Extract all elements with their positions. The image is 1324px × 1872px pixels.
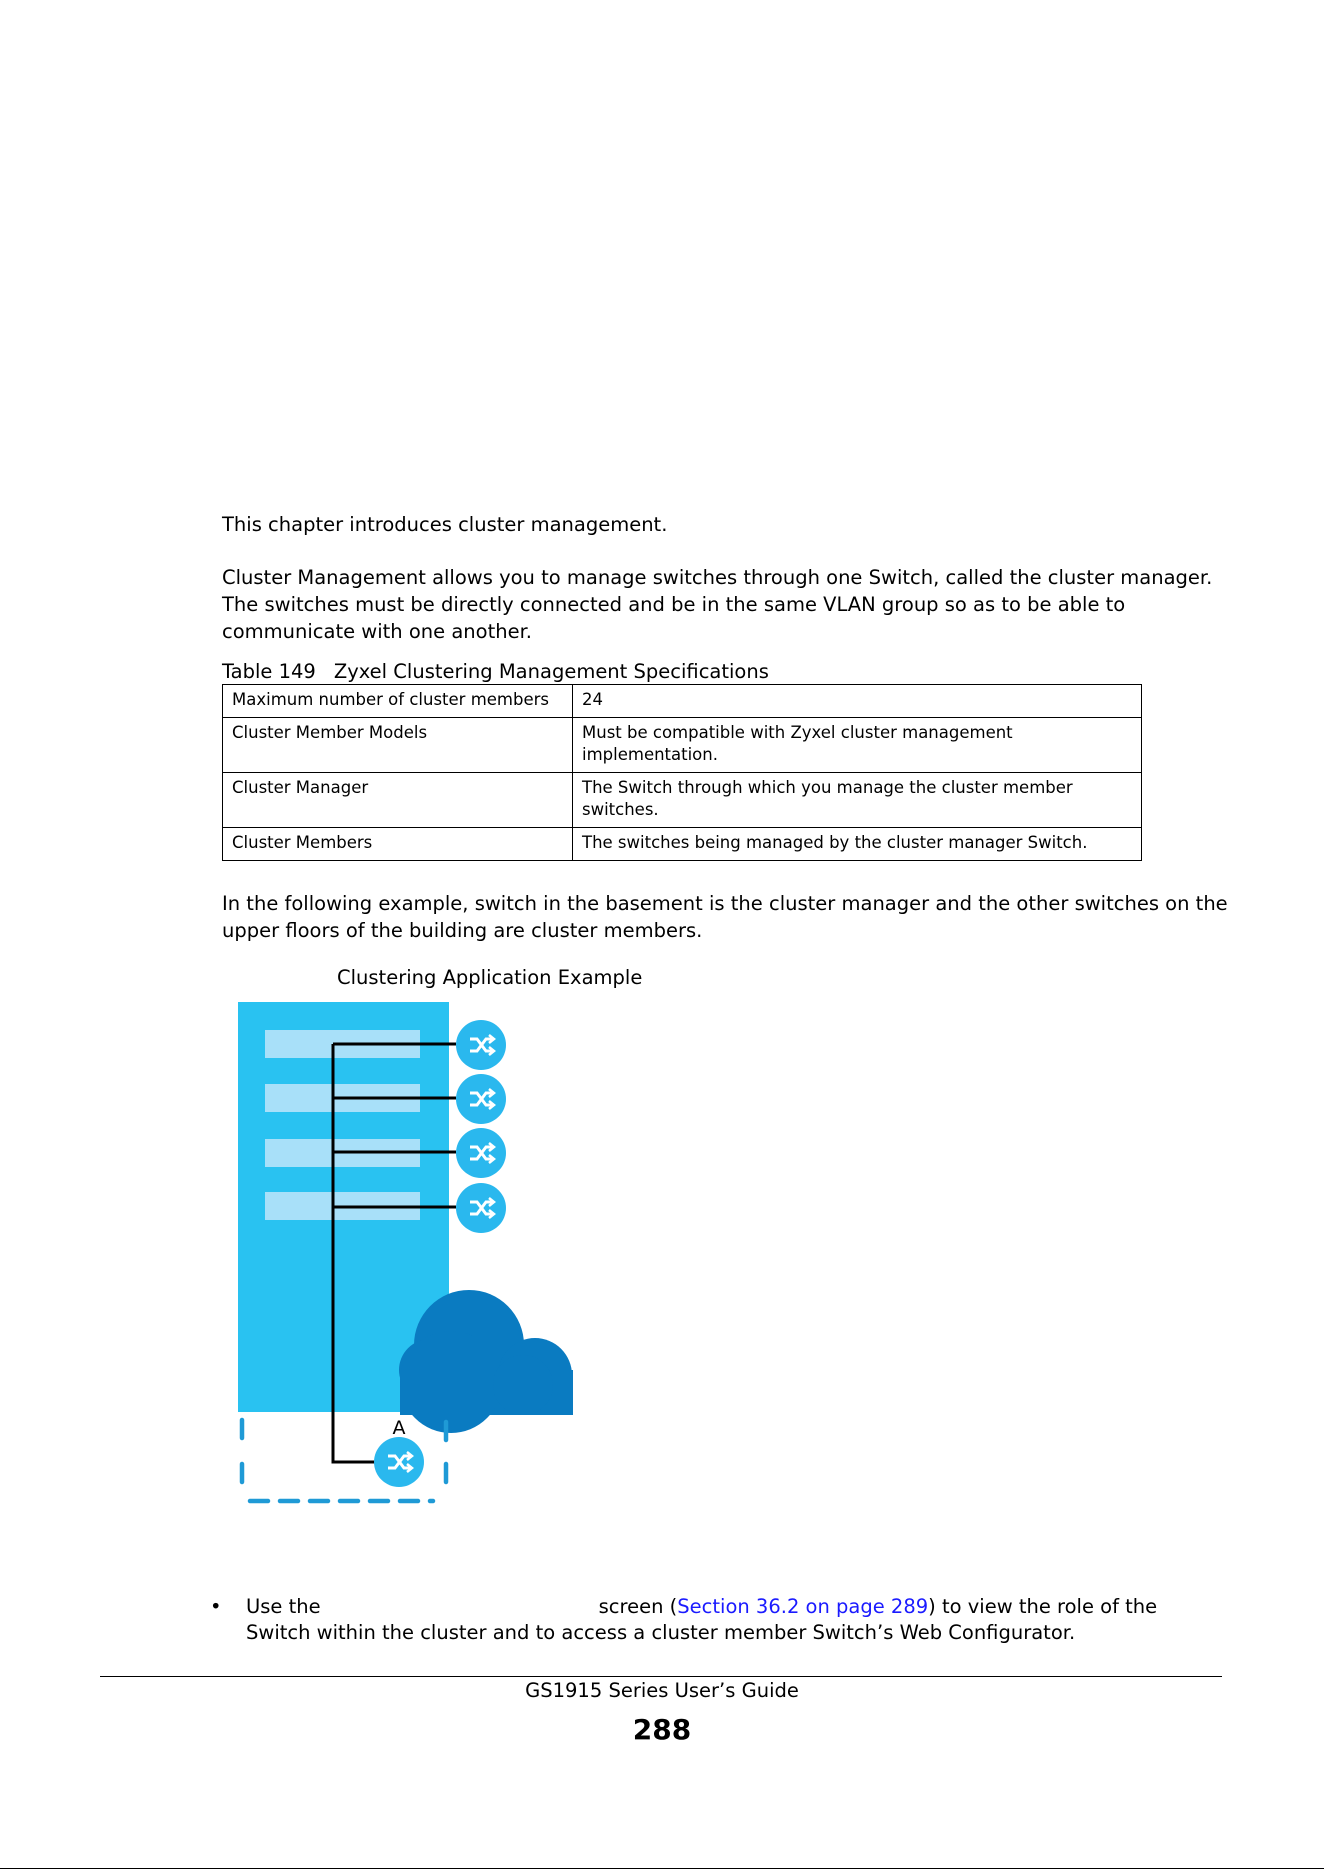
table-cell-label: Maximum number of cluster members <box>223 685 573 718</box>
switch-icon <box>456 1183 506 1233</box>
bullet-item <box>210 1594 1220 1646</box>
page-bottom-edge <box>0 1868 1324 1869</box>
bullet-text <box>246 1594 1220 1646</box>
page-number: 288 <box>632 1713 692 1746</box>
table-cell-value: 24 <box>573 685 1142 718</box>
switch-icon <box>456 1074 506 1124</box>
figure-caption: Clustering Application Example <box>337 966 643 989</box>
table-cell-label: Cluster Member Models <box>223 718 573 773</box>
table-caption-title: Zyxel Clustering Management Specifications <box>333 660 769 683</box>
switch-icon <box>456 1020 506 1070</box>
footer-divider <box>100 1676 1222 1677</box>
manager-switch-icon <box>374 1437 424 1487</box>
intro-paragraph: This chapter introduces cluster management. <box>222 513 668 536</box>
bullet-prefix: Use the <box>246 1595 321 1618</box>
bullet-dot: • <box>210 1595 222 1618</box>
table-cell-value: The Switch through which you manage the cluster member switches. <box>573 773 1142 828</box>
table-cell-label: Cluster Manager <box>223 773 573 828</box>
footer-guide-title: GS1915 Series User’s Guide <box>525 1679 799 1702</box>
switch-icon <box>456 1128 506 1178</box>
table-cell-label: Cluster Members <box>223 828 573 861</box>
example-paragraph: In the following example, switch in the basement is the cluster manager and the other switches on the upper floors of the building are cluster members. <box>222 892 1228 942</box>
bullet-middle: screen ( <box>598 1595 678 1618</box>
section-link[interactable]: Section 36.2 on page 289 <box>677 1595 929 1618</box>
member-switches <box>456 1020 506 1233</box>
manager-switch-label: A <box>392 1417 406 1439</box>
description-paragraph: Cluster Management allows you to manage switches through one Switch, called the cluster manager. The switches must be directly connected and be in the same VLAN group so as to be able to communicate with one another. <box>222 566 1213 643</box>
table-caption-number: Table 149 <box>222 660 316 683</box>
bullet-suffix: ) to view the role of the Switch within the cluster and to access a cluster member Switch’s Web Configurator. <box>246 1595 1158 1644</box>
table-cell-value: The switches being managed by the cluster manager Switch. <box>573 828 1142 861</box>
table-cell-value: Must be compatible with Zyxel cluster management implementation. <box>573 718 1142 773</box>
